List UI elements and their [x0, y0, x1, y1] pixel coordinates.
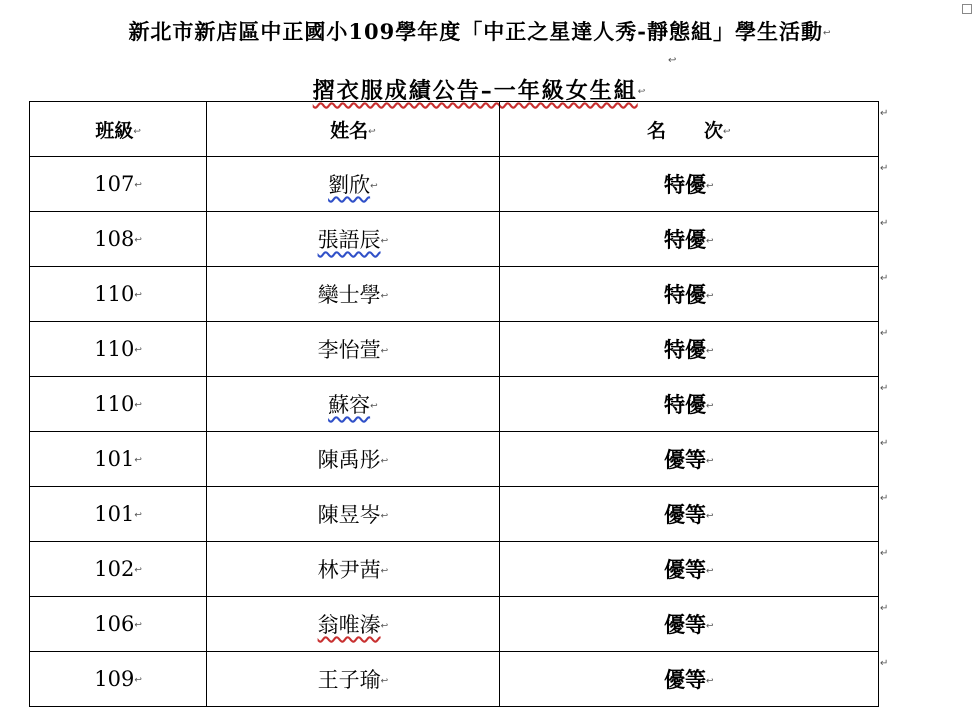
- row-end-mark-icon: ↵: [880, 273, 889, 284]
- class-cell: [30, 597, 207, 652]
- cell-mark-icon: ↩: [706, 456, 714, 467]
- class-cell: [30, 322, 207, 377]
- rank-value: 特優: [664, 337, 706, 362]
- cell-mark-icon: ↩: [134, 620, 142, 631]
- student-name: 張語辰: [317, 228, 381, 252]
- header-rank: [499, 102, 878, 157]
- cell-mark-icon: ↩: [134, 400, 142, 411]
- name-cell: [207, 212, 499, 267]
- cell-mark-icon: ↩: [380, 456, 389, 467]
- cell-mark-icon: ↩: [380, 621, 389, 632]
- row-end-mark-icon: ↵: [880, 328, 889, 339]
- cell-mark-icon: ↩: [370, 401, 378, 412]
- student-name: 蘇容: [328, 393, 371, 417]
- cell-mark-icon: ↩: [134, 565, 142, 576]
- cell-mark-icon: ↩: [380, 511, 389, 522]
- class-cell: [30, 267, 207, 322]
- class-cell: [30, 432, 207, 487]
- row-end-mark-icon: ↵: [880, 493, 889, 504]
- table-row: [30, 377, 879, 432]
- rank-cell: [499, 652, 878, 707]
- class-value: 109: [94, 667, 135, 691]
- class-cell: [30, 487, 207, 542]
- name-cell: [207, 267, 499, 322]
- row-end-mark-icon: ↵: [880, 108, 889, 119]
- name-cell: [207, 322, 499, 377]
- rank-value: 優等: [664, 557, 706, 582]
- rank-value: 特優: [664, 392, 706, 417]
- rank-value: 優等: [664, 447, 706, 472]
- header-name-label: 姓名: [330, 119, 369, 142]
- cell-mark-icon: ↩: [370, 181, 378, 192]
- cell-mark-icon: ↩: [380, 346, 389, 357]
- rank-value: 特優: [664, 172, 706, 197]
- document-title-line-1: [0, 16, 960, 46]
- rank-cell: [499, 267, 878, 322]
- paragraph-mark-icon: ↩: [823, 28, 832, 39]
- rank-value: 特優: [664, 282, 706, 307]
- student-name: 翁唯溱: [317, 613, 381, 637]
- rank-cell: [499, 542, 878, 597]
- rank-cell: [499, 377, 878, 432]
- row-end-mark-icon: ↵: [880, 658, 889, 669]
- table-row: [30, 432, 879, 487]
- cell-mark-icon: ↩: [368, 126, 376, 137]
- table-header-row: [30, 102, 879, 157]
- class-value: 108: [94, 227, 135, 251]
- cell-mark-icon: ↩: [706, 511, 714, 522]
- row-end-mark-icon: ↵: [880, 218, 889, 229]
- cell-mark-icon: ↩: [706, 346, 714, 357]
- table-row: [30, 597, 879, 652]
- cell-mark-icon: ↩: [134, 510, 142, 521]
- row-end-mark-icon: ↵: [880, 383, 889, 394]
- results-table: [29, 101, 879, 707]
- cell-mark-icon: ↩: [706, 401, 714, 412]
- rank-value: 優等: [664, 502, 706, 527]
- class-value: 107: [94, 172, 135, 196]
- cell-mark-icon: ↩: [723, 126, 731, 137]
- paragraph-mark-icon: ↩: [637, 87, 648, 97]
- student-name: 陳昱岑: [317, 503, 381, 527]
- name-cell: [207, 487, 499, 542]
- student-name: 林尹茜: [317, 558, 381, 582]
- cell-mark-icon: ↩: [134, 235, 142, 246]
- class-cell: [30, 542, 207, 597]
- name-cell: [207, 542, 499, 597]
- student-name: 李怡萱: [317, 338, 381, 362]
- rank-cell: [499, 322, 878, 377]
- table-row: [30, 267, 879, 322]
- header-class-label: 班級: [95, 119, 134, 142]
- cell-mark-icon: ↩: [706, 236, 714, 247]
- cell-mark-icon: ↩: [380, 676, 389, 687]
- cell-mark-icon: ↩: [380, 236, 389, 247]
- row-end-mark-icon: ↵: [880, 548, 889, 559]
- header-class: [30, 102, 207, 157]
- student-name: 陳禹彤: [317, 448, 381, 472]
- table-row: [30, 487, 879, 542]
- class-cell: [30, 212, 207, 267]
- paragraph-mark-icon: ↩: [668, 55, 677, 66]
- rank-cell: [499, 487, 878, 542]
- cell-mark-icon: ↩: [706, 291, 714, 302]
- table-row: [30, 322, 879, 377]
- student-name: 王子瑜: [317, 668, 381, 692]
- cell-mark-icon: ↩: [706, 181, 714, 192]
- row-end-mark-icon: ↵: [880, 163, 889, 174]
- class-cell: [30, 377, 207, 432]
- cell-mark-icon: ↩: [134, 180, 142, 191]
- cell-mark-icon: ↩: [706, 676, 714, 687]
- table-row: [30, 157, 879, 212]
- cell-mark-icon: ↩: [706, 566, 714, 577]
- title-line-1-text: 新北市新店區中正國小109學年度「中正之星達人秀-靜態組」學生活動: [128, 19, 823, 44]
- cell-mark-icon: ↩: [380, 566, 389, 577]
- student-name: 劉欣: [328, 173, 371, 197]
- rank-cell: [499, 432, 878, 487]
- name-cell: [207, 597, 499, 652]
- class-cell: [30, 652, 207, 707]
- class-value: 101: [94, 447, 135, 471]
- class-value: 106: [94, 612, 135, 636]
- cell-mark-icon: ↩: [134, 290, 142, 301]
- class-value: 110: [94, 337, 135, 361]
- name-cell: [207, 377, 499, 432]
- rank-value: 優等: [664, 612, 706, 637]
- rank-value: 優等: [664, 667, 706, 692]
- table-row: [30, 652, 879, 707]
- class-value: 110: [94, 392, 135, 416]
- name-cell: [207, 157, 499, 212]
- name-cell: [207, 432, 499, 487]
- cell-mark-icon: ↩: [134, 345, 142, 356]
- class-cell: [30, 157, 207, 212]
- name-cell: [207, 652, 499, 707]
- class-value: 110: [94, 282, 135, 306]
- cell-mark-icon: ↩: [706, 621, 714, 632]
- page-corner-marker: [962, 4, 972, 14]
- student-name: 欒士學: [317, 283, 381, 307]
- rank-cell: [499, 157, 878, 212]
- cell-mark-icon: ↩: [134, 455, 142, 466]
- cell-mark-icon: ↩: [380, 291, 389, 302]
- rank-cell: [499, 212, 878, 267]
- rank-cell: [499, 597, 878, 652]
- header-name: [207, 102, 499, 157]
- table-row: [30, 542, 879, 597]
- cell-mark-icon: ↩: [133, 126, 141, 137]
- row-end-mark-icon: ↵: [880, 438, 889, 449]
- table-row: [30, 212, 879, 267]
- class-value: 102: [94, 557, 135, 581]
- title-line-2-text: 摺衣服成績公告–一年級女生組: [312, 78, 638, 104]
- row-end-mark-icon: ↵: [880, 603, 889, 614]
- cell-mark-icon: ↩: [134, 675, 142, 686]
- rank-value: 特優: [664, 227, 706, 252]
- class-value: 101: [94, 502, 135, 526]
- header-rank-label: 名 次: [646, 119, 723, 142]
